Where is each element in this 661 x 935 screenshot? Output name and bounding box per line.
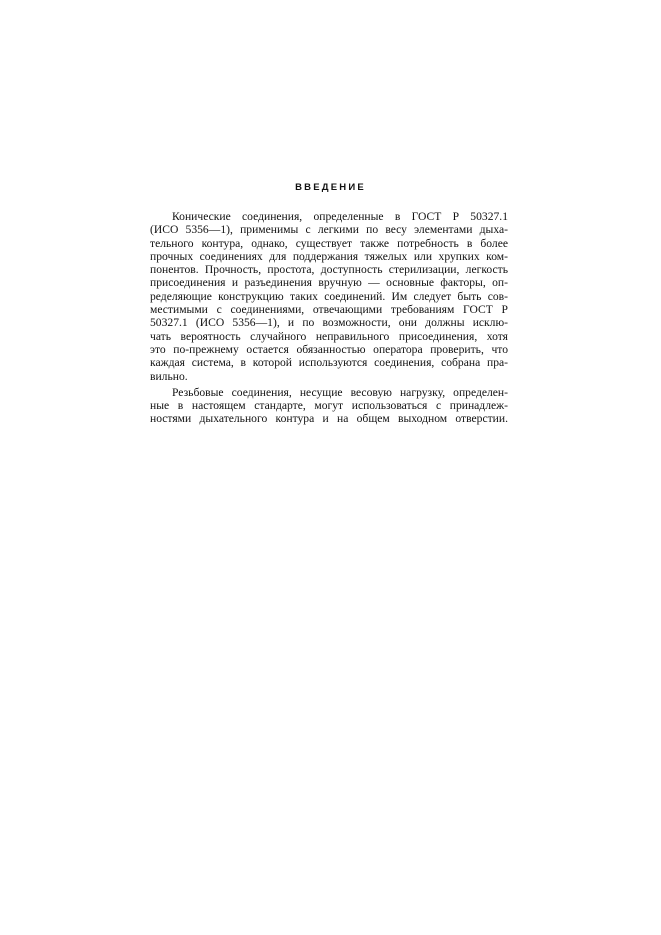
text-line: присоединения и разъединения вручную — основные факторы, оп- — [150, 276, 508, 290]
section-title: ВВЕДЕНИЕ — [295, 182, 366, 193]
text-line: каждая система, в которой используются соединения, собрана пра- — [150, 356, 508, 370]
text-line: чать вероятность случайного неправильного присоединения, хотя — [150, 329, 508, 343]
text-line: ределяющие конструкцию таких соединений. Им следует быть сов- — [150, 289, 508, 303]
text-line: ностями дыхательного контура и на общем выходном отверстии. — [150, 412, 508, 426]
text-line: прочных соединениях для поддержания тяжелых или хрупких ком- — [150, 249, 508, 263]
text-line: Резьбовые соединения, несущие весовую нагрузку, определен- — [172, 385, 508, 399]
text-line: (ИСО 5356—1), применимы с легкими по весу элементами дыха- — [150, 223, 508, 237]
introduction-text — [150, 210, 508, 426]
text-line: 50327.1 (ИСО 5356—1), и по возможности, они должны исклю- — [150, 316, 508, 330]
text-line: Конические соединения, определенные в ГОСТ Р 50327.1 — [172, 210, 508, 223]
paragraph-2 — [150, 386, 508, 426]
text-line: местимыми с соединениями, отвечающими требованиям ГОСТ Р — [150, 303, 508, 317]
text-line: вильно. — [150, 369, 188, 383]
text-line: ные в настоящем стандарте, могут использоваться с принадлеж- — [150, 399, 508, 413]
text-line: тельного контура, однако, существует также потребность в более — [150, 236, 508, 250]
text-line: это по-прежнему остается обязанностью оператора проверить, что — [150, 342, 508, 356]
paragraph-1 — [150, 210, 508, 383]
text-line: понентов. Прочность, простота, доступность стерилизации, легкость — [150, 263, 508, 277]
